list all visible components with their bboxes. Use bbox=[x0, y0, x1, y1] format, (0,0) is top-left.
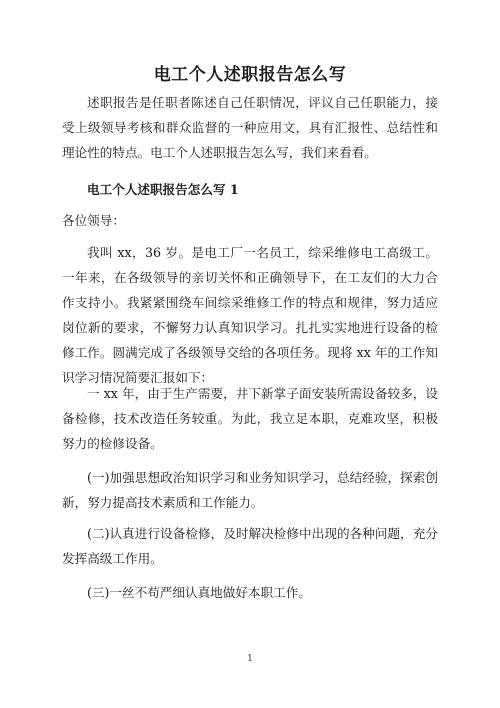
document-title: 电工个人述职报告怎么写 bbox=[153, 65, 347, 85]
body-paragraph-2: 一 xx 年，由于生产需要，井下新掌子面安装所需设备较多，设备检修，技术改造任务较重。为此，我立足本职，克难攻坚，积极努力的检修设备。 bbox=[62, 386, 438, 451]
salutation: 各位领导： bbox=[62, 213, 125, 228]
body-paragraph-4: (二)认真进行设备检修，及时解决检修中出现的各种问题，充分发挥高级工作用。 bbox=[62, 526, 438, 566]
intro-paragraph: 述职报告是任职者陈述自己任职情况，评议自己任职能力，接受上级领导考核和群众监督的一种应用文，具有汇报性、总结性和理论性的特点。电工个人述职报告怎么写，我们来看看。 bbox=[62, 95, 438, 160]
body-paragraph-5: (三)一丝不苟严细认真地做好本职工作。 bbox=[87, 585, 311, 600]
section-heading: 电工个人述职报告怎么写 1 bbox=[87, 182, 239, 197]
page-number: 1 bbox=[247, 654, 253, 664]
body-paragraph-3: (一)加强思想政治知识学习和业务知识学习，总结经验，探索创新，努力提高技术素质和工作能力。 bbox=[62, 470, 438, 510]
body-paragraph-1: 我叫 xx，36 岁。是电工厂一名员工，综采维修电工高级工。一年来，在各级领导的亲切关怀和正确领导下，在工友们的大力合作支持小。我紧紧围绕车间综采维修工作的特点和规律，努力适应岗位新的要求，不懈努力认真知识学习。扎扎实实地进行设备的检修工作。圆满完成了各级领导交给的各项任务。现将 xx 年的工作知识学习情况简要汇报如下： bbox=[62, 245, 438, 385]
